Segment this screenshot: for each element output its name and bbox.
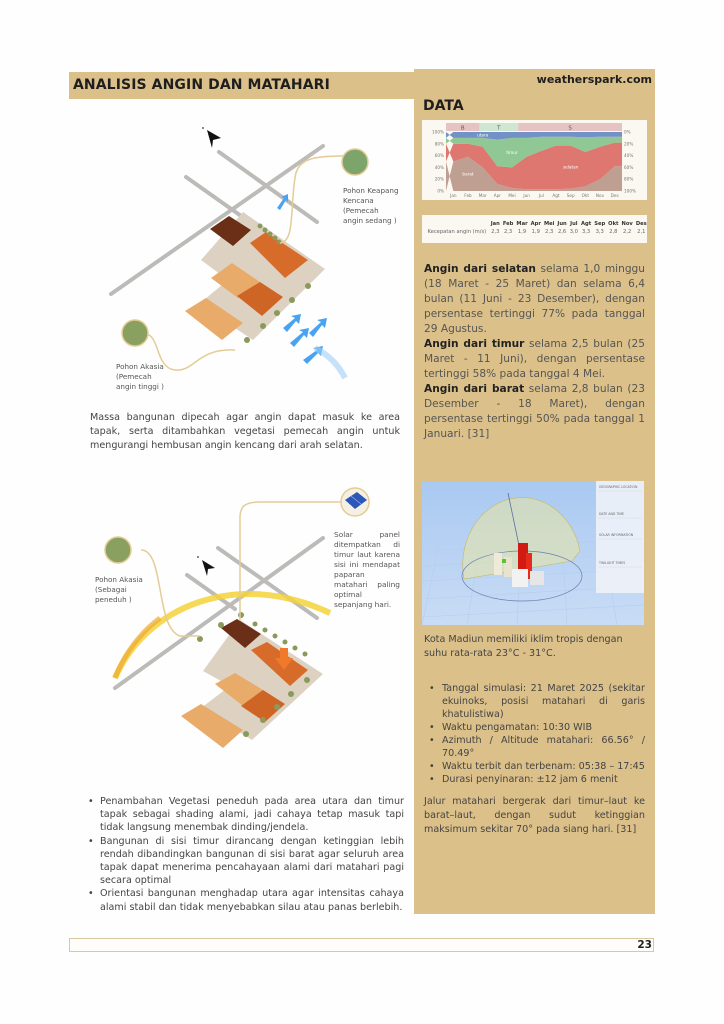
tree1-label — [343, 186, 399, 225]
x-tick: Agt — [552, 193, 560, 198]
wind-site-diagram — [85, 118, 410, 398]
wind-south-heading: Angin dari selatan — [424, 263, 536, 275]
list-item: • Orientasi bangunan menghadap utara agar intensitas cahaya alami stabil dan tidak menyebabkan silau atau panas berlebih. — [86, 887, 404, 913]
wind-east-heading: Angin dari timur — [424, 338, 525, 350]
sun-site-diagram — [85, 478, 410, 778]
table-header: Mar — [516, 221, 528, 227]
area-label: utara — [477, 132, 489, 138]
x-tick: Apr — [493, 193, 501, 198]
area-label: barat — [462, 171, 474, 177]
north-arrow-icon — [197, 556, 215, 576]
y-tick-right: 40% — [624, 153, 634, 159]
x-tick: Okt — [581, 193, 590, 198]
solar-panel-label: Solar panel ditempatkan di timur laut karena sisi ini mendapat paparan matahari paling optimal sepanjang hari. — [334, 530, 400, 609]
x-tick: Jun — [523, 193, 530, 198]
y-tick-left: 60% — [434, 153, 444, 159]
wind-description — [424, 262, 645, 442]
label-line: angin sedang ) — [343, 216, 397, 225]
table-cell: 2,1 — [637, 229, 646, 235]
table-cell: 2,3 — [491, 229, 500, 235]
table-header-row — [426, 220, 648, 228]
page-title: ANALISIS ANGIN DAN MATAHARI — [73, 77, 330, 93]
list-item: • Tanggal simulasi: 21 Maret 2025 (sekitar ekuinoks, posisi matahari di garis khatulistiwa) — [428, 682, 645, 721]
list-item: • Waktu terbit dan terbenam: 05:38 – 17:45 — [428, 760, 645, 773]
wind-east-paragraph — [424, 338, 645, 380]
sim-panel-heading: GEOGRAPHIC LOCATION — [599, 485, 638, 489]
season-label: S — [568, 125, 572, 132]
list-item: • Penambahan Vegetasi peneduh pada area utara dan timur tapak sebagai shading alami, jadi cahaya tetap masuk tapi tidak langsung menembak dinding/jendela. — [86, 795, 404, 835]
y-tick-left: 20% — [434, 176, 444, 182]
y-tick-right: 80% — [624, 176, 634, 182]
sim-panel-heading: TWILIGHT TIMES — [599, 561, 626, 565]
season-label: B — [460, 125, 465, 132]
x-tick: Mar — [478, 193, 487, 198]
table-header: Nov — [621, 221, 633, 227]
table-header: Jun — [557, 221, 567, 227]
x-tick: Nov — [595, 193, 605, 198]
table-cell: 2,6 — [557, 229, 567, 235]
label-line: peneduh ) — [95, 595, 132, 604]
table-cell: 3,0 — [569, 229, 578, 235]
table-row — [426, 228, 648, 236]
table-cell: 2,3 — [503, 229, 513, 235]
table-cell: 1,9 — [517, 229, 527, 235]
wind-caption: Massa bangunan dipecah agar angin dapat masuk ke area tapak, serta ditambahkan vegetasi pemecah angin untuk mengurangi hembusan angin kencang dari arah selatan. — [90, 412, 400, 451]
acacia-tree-icon — [122, 320, 148, 346]
area-label: selatan — [562, 164, 579, 170]
footer-bar — [69, 938, 654, 952]
y-tick-left: 100% — [432, 129, 444, 135]
source-label: weatherspark.com — [536, 73, 652, 86]
sim-panel-heading: SOLAR INFORMATION — [599, 533, 634, 537]
y-tick-right: 0% — [624, 129, 631, 135]
wind-west-heading: Angin dari barat — [424, 383, 525, 395]
label-line: (Sebagai — [95, 585, 127, 594]
data-title: DATA — [423, 98, 464, 114]
y-tick-right: 20% — [624, 141, 634, 147]
wind-speed-table — [422, 215, 647, 243]
table-header: Jul — [570, 221, 578, 227]
x-tick: Mei — [508, 193, 516, 198]
x-tick: Feb — [464, 193, 472, 198]
label-line: Pohon Keapang — [343, 186, 399, 195]
x-tick: Jul — [538, 193, 544, 198]
table-cell: 2,2 — [623, 229, 632, 235]
label-line: Pohon Akasia — [116, 362, 164, 371]
y-tick-right: 100% — [624, 188, 636, 194]
table-cell: 3,3 — [581, 229, 591, 235]
wind-south-paragraph — [424, 263, 645, 335]
acacia-tree-icon — [105, 537, 131, 563]
table-header: Jan — [490, 221, 500, 227]
x-tick: Sep — [566, 193, 575, 198]
x-tick: Jan — [450, 193, 457, 198]
table-header: Feb — [502, 221, 514, 227]
simulation-list — [428, 682, 645, 786]
tree2-label — [116, 362, 164, 391]
table-header: Apr — [530, 221, 541, 227]
tree-shade-label — [95, 575, 143, 604]
list-item: • Azimuth / Altitude matahari: 66.56° / 70.49° — [428, 734, 645, 760]
list-item: • Bangunan di sisi timur dirancang dengan ketinggian lebih rendah dibandingkan bangunan di sisi barat agar seluruh area tapak dapat menerima pencahayaan alami dari matahari pagi secara optimal — [86, 835, 404, 888]
wind-south-text: selama 1,0 minggu (18 Maret - 25 Maret) dan selama 6,4 bulan (11 Juni - 23 Desember), dengan persentase tertinggi 77% pada tanggal 29 Agustus. — [424, 263, 645, 335]
wind-west-text: selama 2,8 bulan (23 Desember - 18 Maret), dengan persentase tertinggi 50% pada tanggal 1 Januari. [31] — [424, 383, 645, 440]
season-label: T — [497, 125, 501, 132]
table-cell: 1,9 — [531, 229, 540, 235]
table-row-label: Kecepatan angin (m/s) — [427, 229, 487, 235]
y-tick-right: 60% — [624, 164, 634, 170]
list-item: • Waktu pengamatan: 10:30 WIB — [428, 721, 645, 734]
table-cell: 3,3 — [595, 229, 604, 235]
y-tick-left: 0% — [437, 188, 444, 194]
table-header: Mei — [543, 221, 555, 227]
sunpath-text: Jalur matahari bergerak dari timur–laut ke barat–laut, dengan sudut ketinggian maksimum sekitar 70° pada siang hari. [31] — [424, 796, 645, 835]
y-tick-left: 80% — [434, 141, 444, 147]
sun-simulation-image — [422, 481, 644, 625]
sim-panel-heading: DATE AND TIME — [599, 512, 624, 516]
label-line: (Pemecah — [343, 206, 379, 215]
table-header: Sep — [594, 221, 606, 227]
table-header: Des — [635, 221, 647, 227]
label-line: angin tinggi ) — [116, 382, 164, 391]
x-tick: Des — [610, 193, 619, 198]
north-arrow-icon — [202, 127, 221, 148]
table-cell: 2,8 — [609, 229, 618, 235]
area-label: timur — [506, 150, 518, 156]
design-points-list — [86, 795, 404, 914]
page-number: 23 — [637, 939, 652, 951]
wind-direction-chart — [422, 120, 647, 200]
label-line: (Pemecah — [116, 372, 152, 381]
table-corner — [426, 220, 489, 228]
table-header: Agt — [580, 221, 592, 227]
climate-text: Kota Madiun memiliki iklim tropis dengan suhu rata-rata 23°C - 31°C. — [424, 634, 623, 659]
list-item: • Durasi penyinaran: ±12 jam 6 menit — [428, 773, 645, 786]
keapang-tree-icon — [342, 149, 368, 175]
wind-west-paragraph — [424, 383, 645, 440]
table-cell: 2,3 — [545, 229, 554, 235]
label-line: Pohon Akasia — [95, 575, 143, 584]
table-header: Okt — [608, 221, 619, 227]
y-tick-left: 40% — [434, 164, 444, 170]
label-line: Kencana — [343, 196, 374, 205]
wind-east-text: selama 2,5 bulan (25 Maret - 11 Juni), dengan persentase tertinggi 58% pada tanggal 4 Mei. — [424, 338, 645, 380]
